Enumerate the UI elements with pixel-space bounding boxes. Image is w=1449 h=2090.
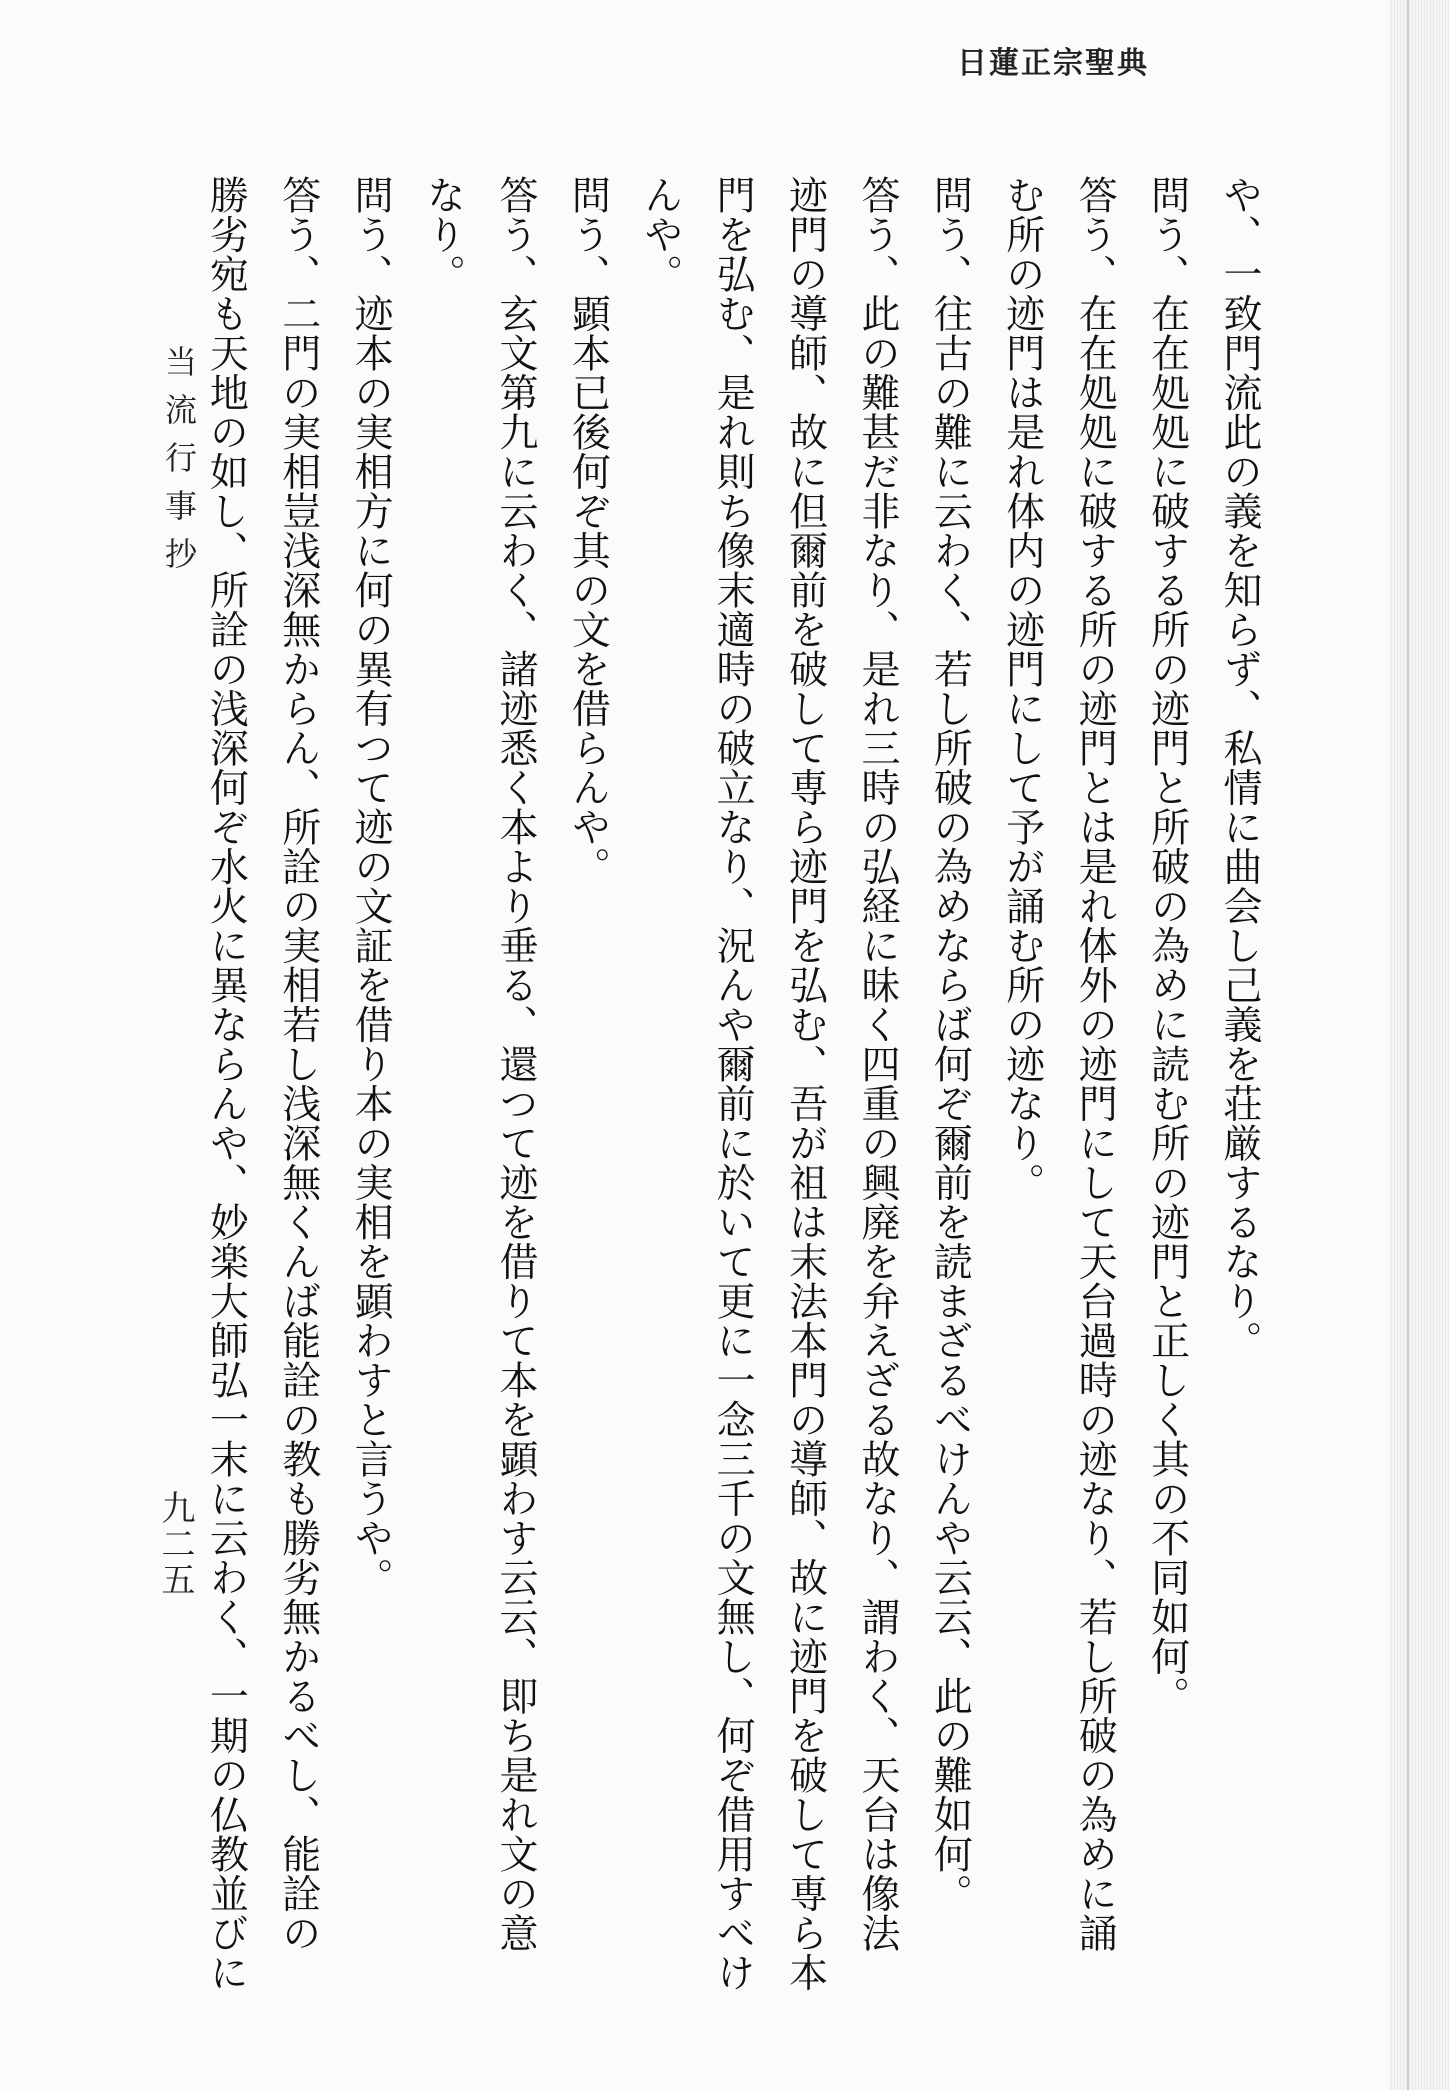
text-line: 答う、此の難甚だ非なり、是れ三時の弘経に昧く四重の興廃を弁えざる故なり、謂わく、天台は像法: [854, 175, 900, 1953]
text-line: 答う、玄文第九に云わく、諸迹悉く本より垂る、還つて迹を借りて本を顕わす云云、即ち是れ文の意: [492, 175, 538, 1953]
page-edge-line: [1407, 0, 1409, 2090]
text-line: 門を弘む、是れ則ち像末適時の破立なり、況んや爾前に於いて更に一念三千の文無し、何ぞ借用すべけ: [710, 175, 756, 1992]
running-header: 日蓮正宗聖典: [957, 46, 1149, 81]
text-line: んや。: [637, 175, 683, 294]
book-title-footer: 当流行事抄: [160, 345, 198, 585]
text-line: 答う、在在処処に破する所の迹門とは是れ体外の迹門にして天台過時の迹なり、若し所破の為めに誦: [1072, 175, 1118, 1953]
text-line: 勝劣宛も天地の如し、所詮の浅深何ぞ水火に異ならんや、妙楽大師弘一末に云わく、一期の仏教並びに: [203, 175, 249, 1992]
page-number: 九二五: [155, 1490, 195, 1598]
text-line: 問う、在在処処に破する所の迹門と所破の為めに読む所の迹門と正しく其の不同如何。: [1144, 175, 1190, 1716]
text-line: 問う、往古の難に云わく、若し所破の為めならば何ぞ爾前を読まざるべけんや云云、此の難如何。: [927, 175, 973, 1913]
text-line: 答う、二門の実相豈浅深無からん、所詮の実相若し浅深無くんば能詮の教も勝劣無かるべし、能詮の: [275, 175, 321, 1953]
body-text: [203, 175, 1275, 1992]
text-line: む所の迹門は是れ体内の迹門にして予が誦む所の迹なり。: [999, 175, 1045, 1202]
text-line: や、一致門流此の義を知らず、私情に曲会し己義を荘厳するなり。: [1217, 175, 1262, 1360]
text-line: なり。: [420, 175, 466, 294]
text-line: 問う、迹本の実相方に何の異有つて迹の文証を借り本の実相を顕わすと言うや。: [348, 175, 394, 1597]
text-line: 迹門の導師、故に但爾前を破して専ら迹門を弘む、吾が祖は末法本門の導師、故に迹門を破して専ら本: [782, 175, 828, 1992]
text-line: 問う、顕本已後何ぞ其の文を借らんや。: [565, 175, 611, 886]
page-edge-shadow: [1389, 0, 1449, 2090]
